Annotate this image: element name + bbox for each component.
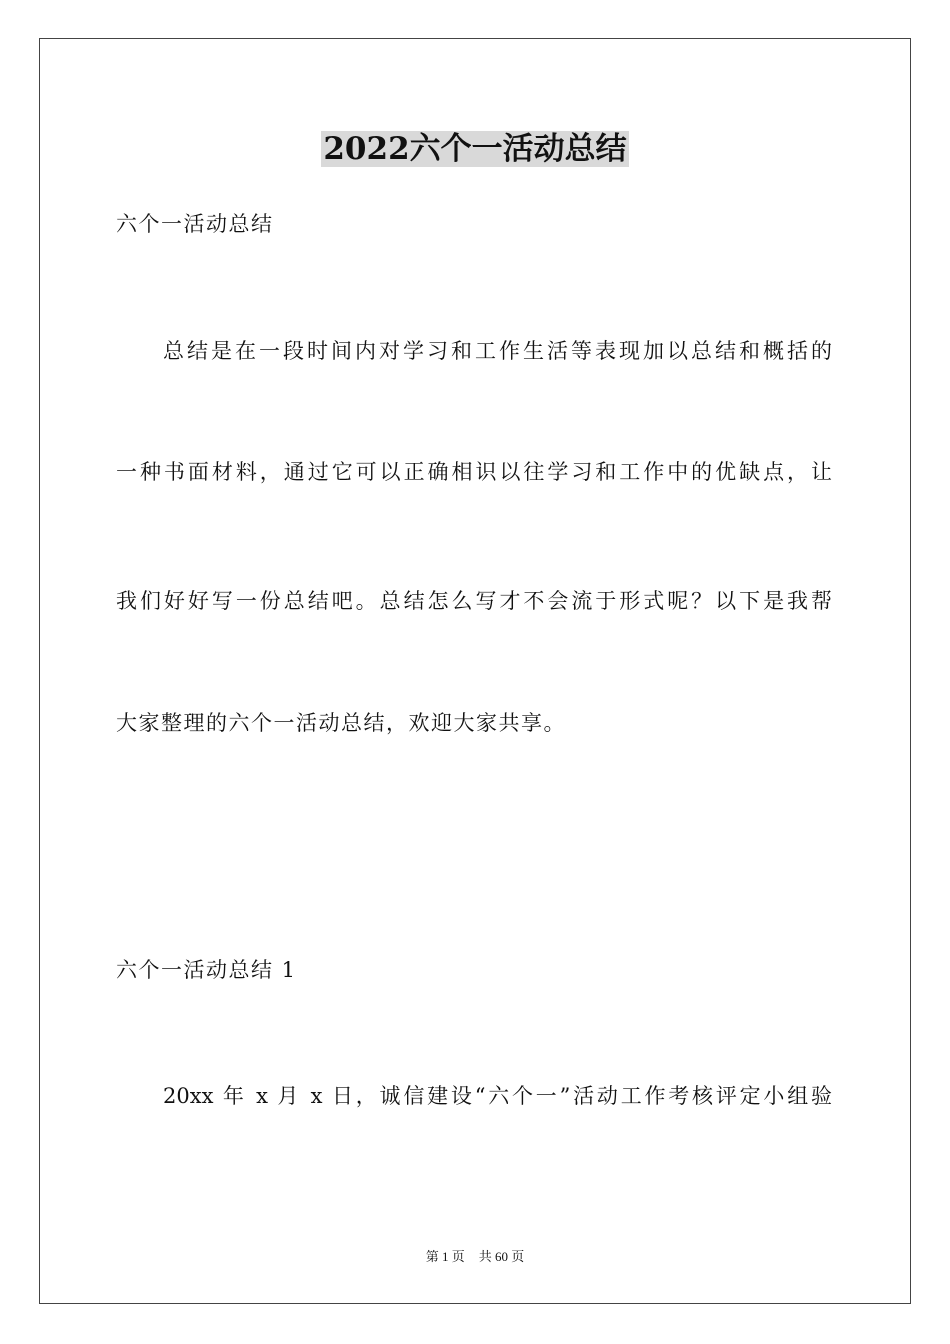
intro-line-4: 大家整理的六个一活动总结，欢迎大家共享。 — [116, 711, 566, 735]
intro-line-3: 我们好好写一份总结吧。总结怎么写才不会流于形式呢？以下是我帮 — [116, 589, 832, 613]
document-title-text: 2022六个一活动总结 — [323, 131, 627, 167]
page-number: 第 1 页 — [425, 1249, 465, 1264]
document-title — [0, 128, 950, 170]
page-total: 共 60 页 — [478, 1249, 525, 1264]
document-subtitle: 六个一活动总结 — [116, 212, 274, 236]
intro-line-2: 一种书面材料，通过它可以正确相识以往学习和工作中的优缺点，让 — [116, 460, 832, 484]
section-heading: 六个一活动总结 1 — [116, 958, 297, 982]
intro-line-1: 总结是在一段时间内对学习和工作生活等表现加以总结和概括的 — [163, 339, 832, 363]
page-footer — [0, 1248, 950, 1266]
section-first-line: 20xx 年 x 月 x 日，诚信建设“六个一”活动工作考核评定小组验 — [163, 1084, 832, 1108]
